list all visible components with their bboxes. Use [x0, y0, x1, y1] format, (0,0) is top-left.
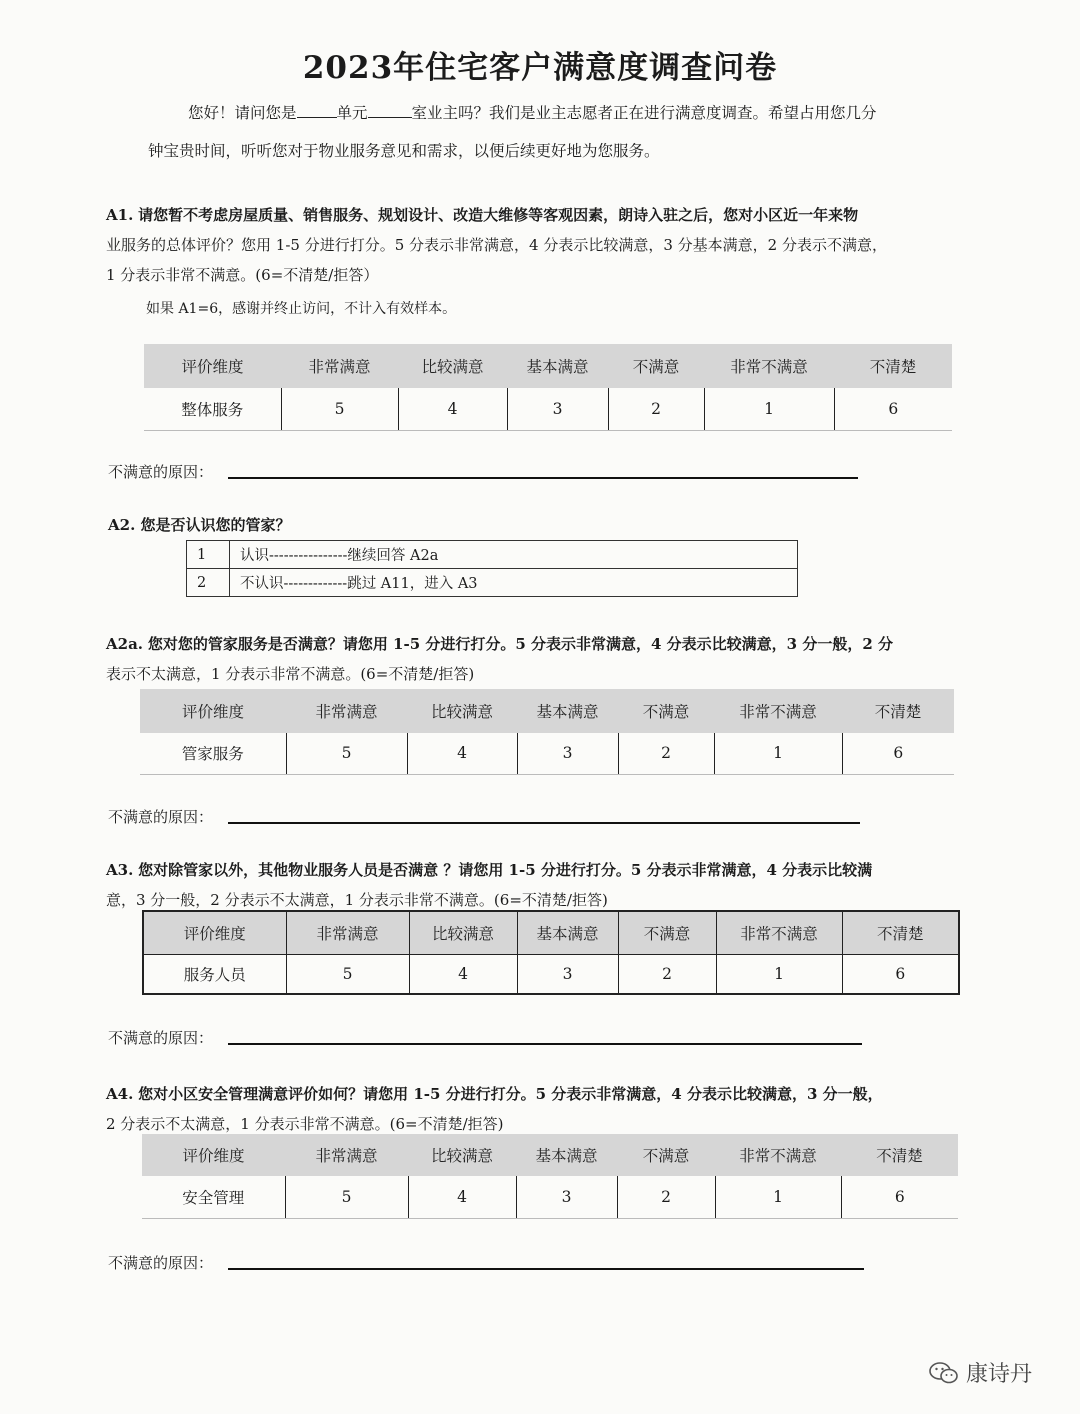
- header-dimension: 评价维度: [144, 344, 281, 388]
- option-know-butler[interactable]: 认识----------------继续回答 A2a: [230, 541, 798, 569]
- header-unclear: 不清楚: [842, 689, 954, 733]
- score-option-4[interactable]: 4: [409, 954, 517, 994]
- reason-label-a4: 不满意的原因：: [108, 1254, 214, 1272]
- option-not-know-butler[interactable]: 不认识-------------跳过 A11，进入 A3: [230, 569, 798, 597]
- header-dissatisfied: 不满意: [608, 344, 704, 388]
- header-very-satisfied: 非常满意: [286, 689, 407, 733]
- rating-table-a4: [142, 1134, 958, 1219]
- question-a1-line1: 请您暂不考虑房屋质量、销售服务、规划设计、改造大维修等客观因素，朗诗入驻之后，您对小区近一年来物: [138, 206, 859, 224]
- question-a4-line2: 2 分表示不太满意，1 分表示非常不满意。(6=不清楚/拒答): [106, 1115, 504, 1133]
- score-option-6[interactable]: 6: [842, 954, 959, 994]
- header-very-dissatisfied: 非常不满意: [714, 689, 842, 733]
- question-a4: [106, 1079, 956, 1139]
- score-option-4[interactable]: 4: [407, 733, 517, 774]
- score-option-3[interactable]: 3: [507, 388, 608, 430]
- question-a1-line3: 1 分表示非常不满意。(6=不清楚/拒答）: [106, 266, 379, 284]
- score-option-5[interactable]: 5: [285, 1176, 408, 1218]
- header-unclear: 不清楚: [841, 1134, 958, 1176]
- header-very-dissatisfied: 非常不满意: [715, 1134, 841, 1176]
- question-a1: [106, 200, 946, 290]
- reason-label-a2a: 不满意的原因：: [108, 808, 214, 826]
- header-basically-satisfied: 基本满意: [517, 689, 618, 733]
- room-blank[interactable]: [368, 117, 412, 118]
- option-number: 1: [187, 541, 230, 569]
- question-a2-label: A2.: [108, 516, 136, 534]
- header-basically-satisfied: 基本满意: [516, 1134, 617, 1176]
- header-basically-satisfied: 基本满意: [517, 911, 618, 954]
- header-basically-satisfied: 基本满意: [507, 344, 608, 388]
- a2-options-table: [186, 540, 798, 597]
- intro-text-c: 室业主吗？我们是业主志愿者正在进行满意度调查。希望占用您几分: [411, 104, 877, 122]
- table-header-row: [142, 1134, 958, 1176]
- question-a3-line1: 您对除管家以外，其他物业服务人员是否满意 ？请您用 1-5 分进行打分。5 分表示非常满意，4 分表示比较满: [138, 861, 873, 879]
- score-option-1[interactable]: 1: [714, 733, 842, 774]
- score-option-1[interactable]: 1: [704, 388, 834, 430]
- unit-blank[interactable]: [297, 117, 337, 118]
- score-option-2[interactable]: 2: [608, 388, 704, 430]
- question-a3-line2: 意，3 分一般，2 分表示不太满意，1 分表示非常不满意。(6=不清楚/拒答): [106, 891, 608, 909]
- score-option-3[interactable]: 3: [517, 954, 618, 994]
- table-row: [143, 954, 959, 994]
- score-option-5[interactable]: 5: [286, 733, 407, 774]
- score-option-2[interactable]: 2: [618, 733, 714, 774]
- a1-note: 如果 A1=6，感谢并终止访问，不计入有效样本。: [146, 301, 457, 317]
- row-dimension: 管家服务: [140, 733, 286, 774]
- header-dimension: 评价维度: [140, 689, 286, 733]
- question-a4-line1: 您对小区安全管理满意评价如何？请您用 1-5 分进行打分。5 分表示非常满意，4 分表示比较满意，3 分一般，: [138, 1085, 883, 1103]
- header-dissatisfied: 不满意: [617, 1134, 715, 1176]
- score-option-5[interactable]: 5: [286, 954, 409, 994]
- intro-text-b: 单元: [336, 104, 368, 122]
- question-a2a-label: A2a.: [106, 635, 144, 653]
- table-row: [140, 733, 954, 774]
- list-item[interactable]: [187, 541, 798, 569]
- header-dissatisfied: 不满意: [618, 689, 714, 733]
- table-row: [142, 1176, 958, 1218]
- header-dimension: 评价维度: [142, 1134, 285, 1176]
- table-header-row: [140, 689, 954, 733]
- header-fairly-satisfied: 比较满意: [407, 689, 517, 733]
- header-dimension: 评价维度: [143, 911, 286, 954]
- question-a2-text: 您是否认识您的管家？: [140, 516, 291, 534]
- score-option-1[interactable]: 1: [716, 954, 842, 994]
- header-unclear: 不清楚: [834, 344, 952, 388]
- table-header-row: [144, 344, 952, 388]
- score-option-4[interactable]: 4: [398, 388, 507, 430]
- watermark: [928, 1357, 1032, 1388]
- question-a3-label: A3.: [106, 861, 134, 879]
- question-a2a-line2: 表示不太满意，1 分表示非常不满意。(6=不清楚/拒答): [106, 665, 475, 683]
- rating-table-a2a: [140, 689, 954, 775]
- header-fairly-satisfied: 比较满意: [408, 1134, 516, 1176]
- watermark-text: 康诗丹: [966, 1362, 1033, 1387]
- intro-text-a: 您好！请问您是: [188, 104, 297, 122]
- score-option-5[interactable]: 5: [281, 388, 398, 430]
- list-item[interactable]: [187, 569, 798, 597]
- header-unclear: 不清楚: [842, 911, 959, 954]
- intro-line-2: 钟宝贵时间，听听您对于物业服务意见和需求，以便后续更好地为您服务。: [148, 142, 660, 160]
- question-a3: [106, 855, 956, 915]
- score-option-6[interactable]: 6: [842, 733, 954, 774]
- score-option-3[interactable]: 3: [517, 733, 618, 774]
- score-option-1[interactable]: 1: [715, 1176, 841, 1218]
- score-option-3[interactable]: 3: [516, 1176, 617, 1218]
- header-very-dissatisfied: 非常不满意: [704, 344, 834, 388]
- score-option-4[interactable]: 4: [408, 1176, 516, 1218]
- row-dimension: 安全管理: [142, 1176, 285, 1218]
- table-row: [144, 388, 952, 430]
- score-option-2[interactable]: 2: [618, 954, 716, 994]
- header-very-satisfied: 非常满意: [281, 344, 398, 388]
- header-fairly-satisfied: 比较满意: [409, 911, 517, 954]
- score-option-6[interactable]: 6: [841, 1176, 958, 1218]
- rating-table-a1: [144, 344, 952, 431]
- wechat-icon: [928, 1361, 960, 1385]
- intro-line-1: [188, 103, 877, 123]
- question-a1-label: A1.: [106, 206, 134, 224]
- header-very-satisfied: 非常满意: [285, 1134, 408, 1176]
- table-header-row: [143, 911, 959, 954]
- header-dissatisfied: 不满意: [618, 911, 716, 954]
- score-option-6[interactable]: 6: [834, 388, 952, 430]
- question-a2a: [106, 629, 956, 689]
- question-a2a-line1: 您对您的管家服务是否满意？请您用 1-5 分进行打分。5 分表示非常满意，4 分表示比较满意，3 分一般，2 分: [147, 635, 893, 653]
- question-a2: [108, 510, 291, 540]
- row-dimension: 服务人员: [143, 954, 286, 994]
- header-very-satisfied: 非常满意: [286, 911, 409, 954]
- reason-label-a3: 不满意的原因：: [108, 1029, 214, 1047]
- header-fairly-satisfied: 比较满意: [398, 344, 507, 388]
- header-very-dissatisfied: 非常不满意: [716, 911, 842, 954]
- page-title: 2023年住宅客户满意度调查问卷: [302, 50, 778, 86]
- option-number: 2: [187, 569, 230, 597]
- score-option-2[interactable]: 2: [617, 1176, 715, 1218]
- row-dimension: 整体服务: [144, 388, 281, 430]
- question-a4-label: A4.: [106, 1085, 134, 1103]
- question-a1-line2: 业服务的总体评价？您用 1-5 分进行打分。5 分表示非常满意，4 分表示比较满意，3 分基本满意，2 分表示不满意，: [106, 236, 887, 254]
- reason-label-a1: 不满意的原因：: [108, 463, 214, 481]
- rating-table-a3: [142, 910, 960, 995]
